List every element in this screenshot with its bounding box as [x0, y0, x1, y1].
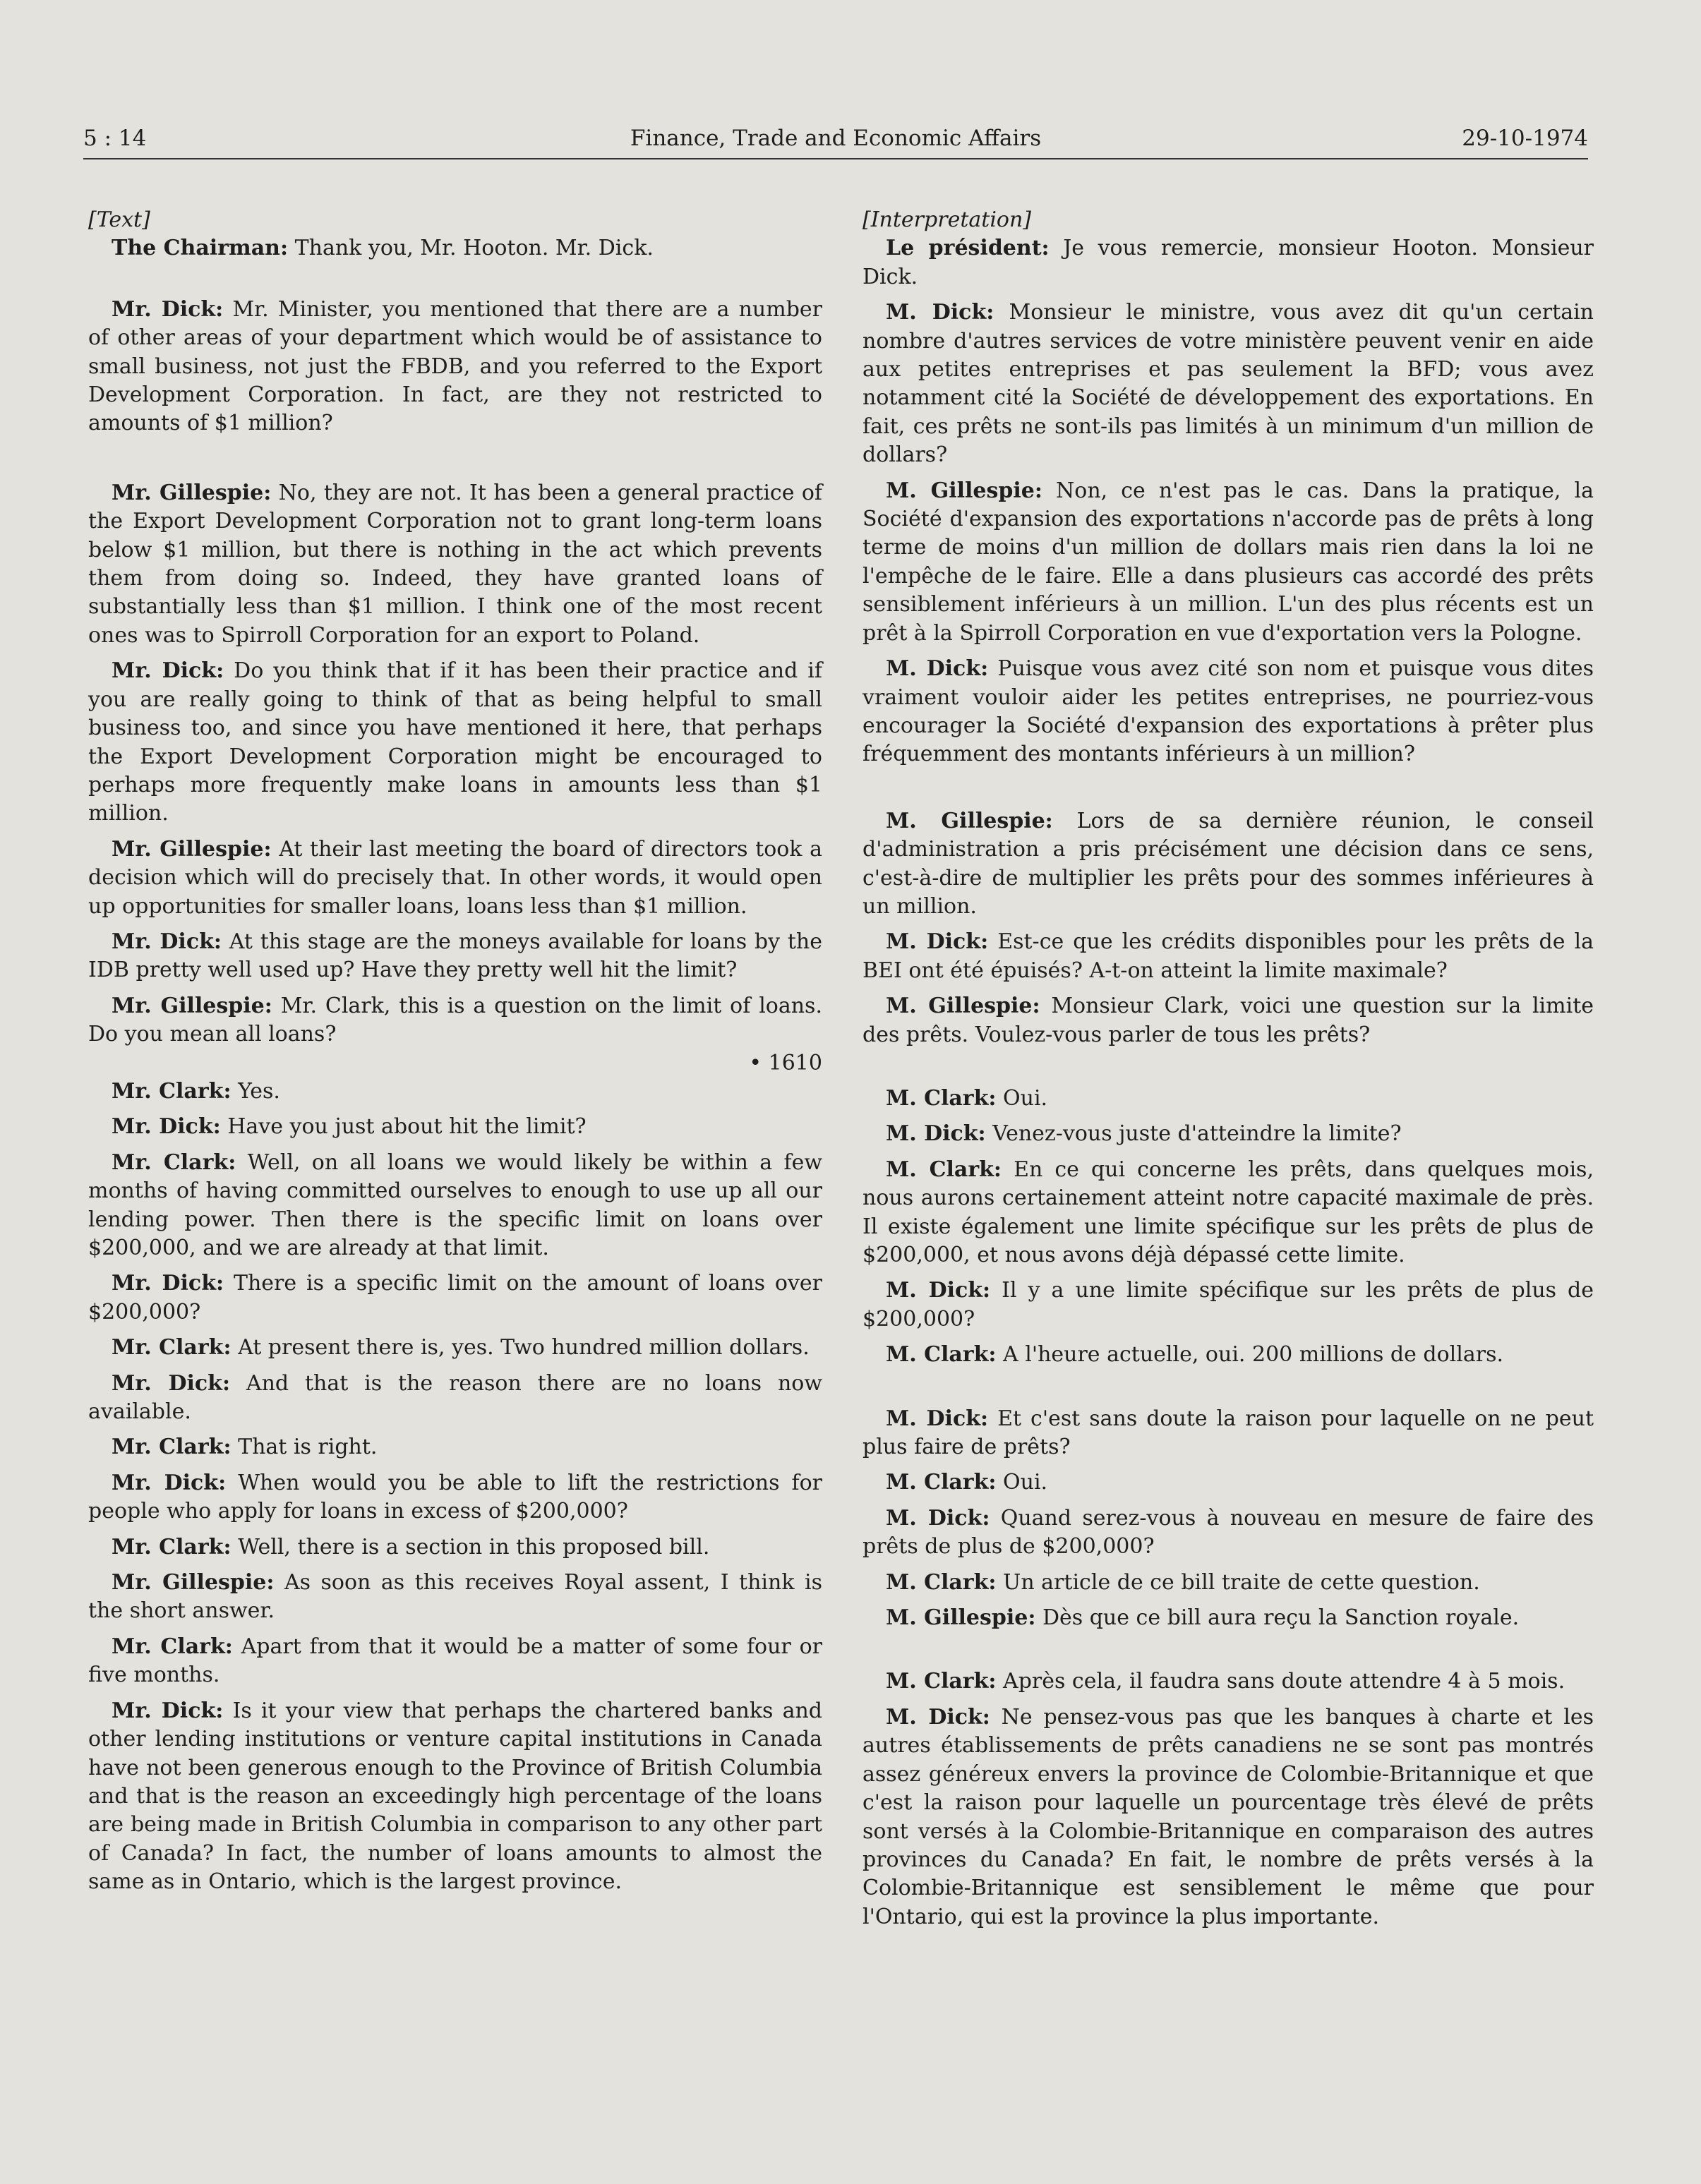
- speech-text: As soon as this receives Royal assent, I think is the short answer.: [88, 1570, 823, 1624]
- speaker-name: M. Clark:: [886, 1157, 1002, 1182]
- speech-paragraph: [862, 1667, 1594, 1696]
- speech-text: Yes.: [238, 1078, 280, 1104]
- speaker-name: Mr. Clark:: [112, 1435, 232, 1460]
- speech-text: Well, there is a section in this proposed bill.: [238, 1534, 710, 1559]
- speaker-name: M. Dick:: [886, 1278, 991, 1303]
- speaker-name: Mr. Dick:: [112, 296, 224, 322]
- speaker-name: Mr. Dick:: [112, 1370, 231, 1396]
- speech-paragraph: [88, 1569, 822, 1626]
- speech-paragraph: [88, 1469, 822, 1526]
- speech-paragraph: [88, 1533, 822, 1562]
- speech-paragraph: [88, 992, 822, 1049]
- speech-text: At present there is, yes. Two hundred million dollars.: [238, 1335, 810, 1361]
- speech-paragraph: [862, 807, 1594, 922]
- speech-text: There is a specific limit on the amount of loans over $200,000?: [88, 1271, 823, 1325]
- speech-paragraph: [88, 296, 822, 438]
- speech-paragraph: [88, 1334, 822, 1362]
- speech-text: Non, ce n'est pas le cas. Dans la pratique, la Société d'expansion des exportations n'accorde pas de prêts à long terme de moins d'un million de dollars mais rien dans la loi ne l'empêche de le faire. Elle a dans plusieurs cas accordé des prêts sensiblement inférieurs à un million. L'un des plus récents est un prêt à la Spirroll Corporation en vue d'exportation vers la Pologne.: [862, 478, 1594, 646]
- speech-paragraph: [88, 1370, 822, 1427]
- speaker-name: M. Clark:: [886, 1342, 997, 1368]
- english-column: [88, 206, 822, 1897]
- speech-text: Et c'est sans doute la raison pour laquelle on ne peut plus faire de prêts?: [862, 1406, 1594, 1460]
- speech-paragraph: [862, 298, 1594, 469]
- speech-paragraph: [88, 1113, 822, 1141]
- speech-paragraph: [862, 1604, 1594, 1632]
- speech-text: No, they are not. It has been a general practice of the Export Development Corporation not to grant long-term loans below $1 million, but there is nothing in the act which prevents them from doing so. Indeed, they have granted loans of substantially less than $1 million. I think one of the most recent ones was to Spirroll Corporation for an export to Poland.: [88, 480, 822, 648]
- speech-paragraph: [862, 1405, 1594, 1462]
- speaker-name: M. Dick:: [886, 656, 989, 682]
- speech-text: Do you think that if it has been their practice and if you are really going to think of that as being helpful to small business too, and since you have mentioned it here, that perhaps the Export Development Corporation might be encouraged to perhaps more frequently make loans in amounts less than $1 million.: [88, 658, 823, 826]
- speaker-name: M. Dick:: [886, 929, 989, 955]
- speaker-name: Mr. Gillespie:: [112, 993, 272, 1018]
- speech-paragraph: [88, 1269, 822, 1327]
- speech-paragraph: [862, 1569, 1594, 1597]
- speaker-name: Mr. Clark:: [112, 1634, 233, 1659]
- speech-text: A l'heure actuelle, oui. 200 millions de dollars.: [1003, 1342, 1504, 1368]
- speech-text: Monsieur Clark, voici une question sur la limite des prêts. Voulez-vous parler de tous les prêts?: [862, 994, 1594, 1047]
- speech-text: Après cela, il faudra sans doute attendre 4 à 5 mois.: [1003, 1669, 1565, 1694]
- speaker-name: Mr. Clark:: [112, 1534, 232, 1559]
- speech-text: Dès que ce bill aura reçu la Sanction royale.: [1042, 1605, 1520, 1631]
- speech-text: Oui.: [1003, 1470, 1048, 1495]
- section-label-interpretation: [Interpretation]: [862, 207, 1032, 232]
- speech-text: Monsieur le ministre, vous avez dit qu'un certain nombre d'autres services de votre ministère peuvent venir en aide aux petites entreprises et pas seulement la BFD; vous avez notamment cité la Société de développement des exportations. En fait, ces prêts ne sont-ils pas limités à un minimum d'un million de dollars?: [862, 300, 1594, 468]
- speech-paragraph: [862, 1120, 1594, 1148]
- speech-text: Puisque vous avez cité son nom et puisque vous dites vraiment vouloir aider les petites entreprises, ne pourriez-vous encourager la Société d'expansion des exportations à prêter plus fréquemment des montants inférieurs à un million?: [862, 656, 1594, 767]
- speaker-name: Mr. Clark:: [112, 1078, 232, 1104]
- speech-paragraph: [862, 1468, 1594, 1497]
- speaker-name: Mr. Dick:: [112, 1114, 221, 1140]
- speaker-name: M. Dick:: [886, 1406, 989, 1431]
- page-number: 5 : 14: [83, 126, 147, 151]
- speech-text: Lors de sa dernière réunion, le conseil d'administration a pris précisément une décision dans ce sens, c'est-à-dire de multiplier les prêts pour des sommes inférieures à un million.: [862, 808, 1594, 919]
- speaker-name: Mr. Gillespie:: [112, 1570, 275, 1595]
- speech-text: Il y a une limite spécifique sur les prêts de plus de $200,000?: [862, 1278, 1594, 1332]
- speaker-name: Mr. Dick:: [112, 929, 222, 954]
- page-header: [83, 121, 1588, 159]
- speech-paragraph: [88, 234, 822, 263]
- speech-text: Well, on all loans we would likely be within a few months of having committed ourselves to enough to use up all our lending power. Then there is the specific limit on loans over $200,000, and we are already at that limit.: [88, 1150, 822, 1260]
- speaker-name: M. Gillespie:: [886, 808, 1053, 833]
- speaker-name: M. Dick:: [886, 1505, 990, 1531]
- speaker-name: M. Dick:: [886, 1704, 990, 1730]
- speaker-name: Mr. Dick:: [112, 1271, 224, 1296]
- speech-text: Ne pensez-vous pas que les banques à charte et les autres établissements de prêts canadiens ne se sont pas montrés assez généreux envers la province de Colombie-Britannique et que c'est la raison pour laquelle un pourcentage très élevé de prêts sont versés à la Colombie-Britannique en comparaison des autres provinces du Canada? En fait, le nombre de prêts versés à la Colombie-Britannique est sensiblement le même que pour l'Ontario, qui est la province la plus importante.: [862, 1704, 1594, 1929]
- speaker-name: Mr. Dick:: [112, 1698, 224, 1723]
- speech-paragraph: [862, 1703, 1594, 1931]
- speech-paragraph: [88, 1433, 822, 1461]
- speech-paragraph: [862, 1341, 1594, 1369]
- speaker-name: M. Clark:: [886, 1470, 997, 1495]
- speech-text: Un article de ce bill traite de cette question.: [1003, 1569, 1480, 1595]
- speech-text: Est-ce que les crédits disponibles pour les prêts de la BEI ont été épuisés? A-t-on atteint la limite maximale?: [862, 929, 1594, 983]
- speech-paragraph: [88, 1149, 822, 1263]
- speaker-name: Le président:: [886, 236, 1050, 261]
- speech-text: Mr. Clark, this is a question on the limit of loans. Do you mean all loans?: [88, 993, 822, 1047]
- speech-paragraph: [862, 655, 1594, 769]
- speaker-name: The Chairman:: [112, 236, 289, 261]
- speech-paragraph: [862, 1504, 1594, 1562]
- page-date: 29-10-1974: [1462, 126, 1588, 151]
- speaker-name: M. Clark:: [886, 1569, 997, 1595]
- speech-paragraph: [862, 1156, 1594, 1270]
- speaker-name: M. Gillespie:: [886, 994, 1040, 1019]
- speaker-name: Mr. Clark:: [112, 1335, 232, 1361]
- speech-paragraph: [862, 1085, 1594, 1113]
- speech-text: At their last meeting the board of directors took a decision which will do precisely that. In other words, it would open up opportunities for smaller loans, loans less than $1 million.: [88, 836, 823, 919]
- speech-paragraph: [862, 234, 1594, 291]
- speech-text: Is it your view that perhaps the chartered banks and other lending institutions or venture capital institutions in Canada have not been generous enough to the Province of British Columbia and that is the reason an exceedingly high percentage of the loans are being made in British Columbia in comparison to any other part of Canada? In fact, the number of loans amounts to almost the same as in Ontario, which is the largest province.: [88, 1698, 822, 1895]
- speech-paragraph: [862, 477, 1594, 648]
- speech-text: Apart from that it would be a matter of some four or five months.: [88, 1634, 822, 1688]
- speech-text: Thank you, Mr. Hooton. Mr. Dick.: [294, 236, 654, 261]
- speaker-name: M. Dick:: [886, 1121, 986, 1147]
- speech-paragraph: [88, 479, 822, 650]
- speaker-name: M. Dick:: [886, 300, 994, 325]
- speech-paragraph: [88, 1633, 822, 1690]
- speech-paragraph: [862, 1277, 1594, 1334]
- speech-text: That is right.: [238, 1435, 378, 1460]
- speech-text: Je vous remercie, monsieur Hooton. Monsieur Dick.: [862, 236, 1594, 289]
- speech-text: Have you just about hit the limit?: [227, 1114, 587, 1140]
- speaker-name: M. Clark:: [886, 1669, 997, 1694]
- speech-paragraph: [862, 928, 1594, 985]
- speech-text: Venez-vous juste d'atteindre la limite?: [992, 1121, 1402, 1147]
- running-title: Finance, Trade and Economic Affairs: [630, 126, 1042, 151]
- speech-text: Oui.: [1003, 1085, 1048, 1111]
- speech-paragraph: [88, 1697, 822, 1897]
- speaker-name: Mr. Clark:: [112, 1150, 236, 1175]
- french-column: [862, 206, 1594, 1931]
- speech-text: At this stage are the moneys available for loans by the IDB pretty well used up? Have they pretty well hit the limit?: [88, 929, 822, 983]
- speech-paragraph: [88, 928, 822, 985]
- speaker-name: Mr. Gillespie:: [112, 480, 272, 505]
- speaker-name: Mr. Dick:: [112, 1470, 227, 1495]
- speaker-name: M. Gillespie:: [886, 478, 1042, 503]
- section-label-text: [Text]: [88, 207, 150, 232]
- speech-text: Mr. Minister, you mentioned that there are a number of other areas of your department which would be of assistance to small business, not just the FBDB, and you referred to the Export Development Corporation. In fact, are they not restricted to amounts of $1 million?: [88, 296, 823, 436]
- speaker-name: M. Gillespie:: [886, 1605, 1036, 1631]
- speech-text: And that is the reason there are no loans now available.: [88, 1370, 823, 1425]
- speech-text: When would you be able to lift the restrictions for people who apply for loans in excess of $200,000?: [88, 1470, 822, 1524]
- speech-paragraph: [88, 1078, 822, 1106]
- time-marker: • 1610: [749, 1050, 822, 1075]
- speaker-name: Mr. Dick:: [112, 658, 224, 684]
- speech-text: En ce qui concerne les prêts, dans quelques mois, nous aurons certainement atteint notre capacité maximale de près. Il existe également une limite spécifique sur les prêts de plus de $200,000, et nous avons déjà dépassé cette limite.: [862, 1157, 1594, 1267]
- speaker-name: Mr. Gillespie:: [112, 836, 272, 862]
- speech-text: Quand serez-vous à nouveau en mesure de faire des prêts de plus de $200,000?: [862, 1505, 1594, 1559]
- speech-paragraph: [862, 992, 1594, 1049]
- speaker-name: M. Clark:: [886, 1085, 997, 1111]
- speech-paragraph: [88, 657, 822, 828]
- speech-paragraph: [88, 835, 822, 921]
